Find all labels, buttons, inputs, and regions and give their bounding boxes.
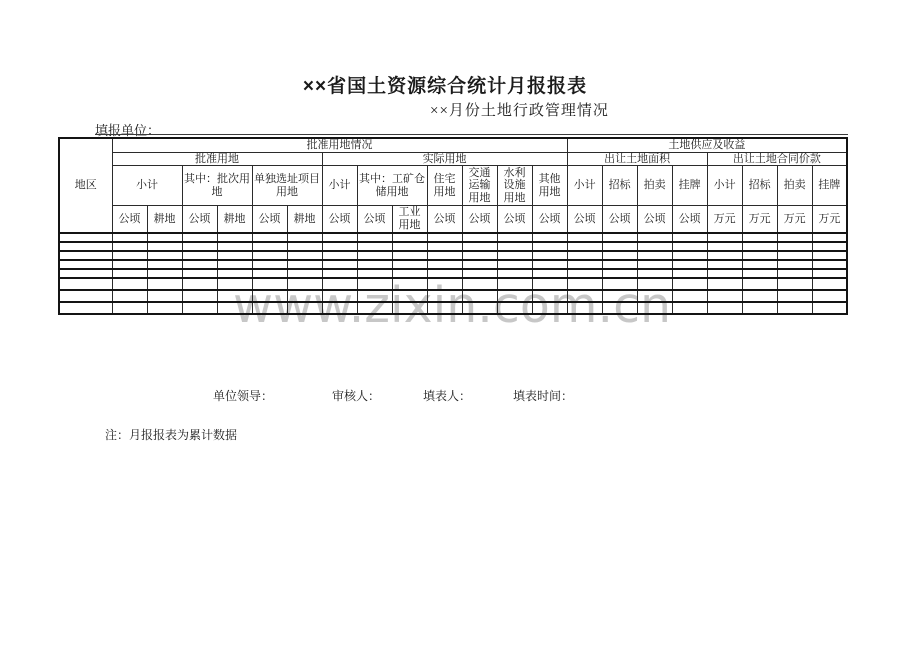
data-cell — [112, 260, 147, 269]
col-industrial-mining-storage-land: 其中：工矿仓储用地 — [357, 166, 427, 206]
fill-in-underline — [95, 134, 848, 135]
data-cell — [217, 233, 252, 242]
data-cell — [777, 269, 812, 278]
data-cell — [602, 278, 637, 290]
col-auction: 拍卖 — [777, 166, 812, 206]
data-cell — [637, 233, 672, 242]
data-cell — [707, 260, 742, 269]
unit-cell: 公顷 — [637, 206, 672, 233]
col-other-land: 其他用地 — [532, 166, 567, 206]
data-cell — [182, 233, 217, 242]
data-cell — [427, 251, 462, 260]
table-row — [59, 251, 847, 260]
unit-cell: 公顷 — [602, 206, 637, 233]
data-cell — [742, 290, 777, 302]
data-cell — [602, 269, 637, 278]
data-cell — [672, 290, 707, 302]
data-cell — [637, 269, 672, 278]
data-cell — [777, 251, 812, 260]
data-cell — [147, 233, 182, 242]
data-cell — [602, 290, 637, 302]
data-cell — [287, 302, 322, 314]
data-cell — [672, 233, 707, 242]
data-cell — [532, 302, 567, 314]
col-separate-site-project-land: 单独选址项目用地 — [252, 166, 322, 206]
reporting-unit-label: 填报单位： — [95, 123, 161, 138]
data-cell — [462, 242, 497, 251]
header-row-units — [59, 206, 847, 233]
data-cell — [532, 242, 567, 251]
unit-cell: 公顷 — [112, 206, 147, 233]
data-cell — [147, 278, 182, 290]
table-row — [59, 290, 847, 302]
data-cell — [497, 290, 532, 302]
data-cell — [742, 251, 777, 260]
subgroup-transfer-contract-price: 出让土地合同价款 — [707, 152, 847, 166]
subgroup-actual-land: 实际用地 — [322, 152, 567, 166]
col-subtotal: 小计 — [567, 166, 602, 206]
data-cell — [147, 242, 182, 251]
data-cell — [217, 251, 252, 260]
unit-cell: 万元 — [742, 206, 777, 233]
data-cell — [217, 269, 252, 278]
data-cell — [182, 242, 217, 251]
col-auction: 拍卖 — [637, 166, 672, 206]
data-cell — [637, 302, 672, 314]
data-cell — [567, 269, 602, 278]
data-cell — [357, 269, 392, 278]
data-cell — [532, 269, 567, 278]
data-cell — [532, 290, 567, 302]
data-cell — [182, 290, 217, 302]
data-cell — [602, 251, 637, 260]
data-cell — [322, 290, 357, 302]
data-cell — [147, 290, 182, 302]
data-cell — [707, 242, 742, 251]
data-cell — [287, 242, 322, 251]
data-cell — [742, 260, 777, 269]
report-table-body — [59, 233, 847, 314]
data-cell — [497, 251, 532, 260]
unit-cell: 公顷 — [427, 206, 462, 233]
data-cell — [322, 302, 357, 314]
data-cell — [217, 260, 252, 269]
unit-cell: 耕地 — [147, 206, 182, 233]
data-cell — [392, 242, 427, 251]
data-cell — [742, 302, 777, 314]
data-cell — [602, 260, 637, 269]
col-listing: 挂牌 — [672, 166, 707, 206]
data-cell — [112, 302, 147, 314]
data-cell — [357, 302, 392, 314]
data-cell — [812, 251, 847, 260]
report-table-header — [59, 138, 847, 233]
data-cell — [567, 233, 602, 242]
data-cell — [357, 278, 392, 290]
region-header: 地区 — [59, 138, 112, 233]
data-cell — [672, 302, 707, 314]
data-cell — [497, 278, 532, 290]
data-cell — [532, 260, 567, 269]
data-cell — [112, 269, 147, 278]
data-cell — [357, 233, 392, 242]
table-row — [59, 278, 847, 290]
data-cell — [637, 290, 672, 302]
unit-cell: 公顷 — [462, 206, 497, 233]
data-cell — [287, 251, 322, 260]
data-cell — [287, 278, 322, 290]
region-cell — [59, 251, 112, 260]
data-cell — [392, 302, 427, 314]
data-cell — [252, 290, 287, 302]
data-cell — [182, 302, 217, 314]
data-cell — [812, 242, 847, 251]
data-cell — [567, 278, 602, 290]
data-cell — [357, 290, 392, 302]
data-cell — [672, 269, 707, 278]
region-cell — [59, 302, 112, 314]
group-land-supply-revenue: 土地供应及收益 — [567, 138, 847, 152]
data-cell — [707, 290, 742, 302]
data-cell — [217, 278, 252, 290]
data-cell — [147, 260, 182, 269]
unit-cell: 公顷 — [182, 206, 217, 233]
data-cell — [392, 290, 427, 302]
data-cell — [567, 260, 602, 269]
data-cell — [462, 302, 497, 314]
data-cell — [567, 290, 602, 302]
unit-cell: 耕地 — [217, 206, 252, 233]
data-cell — [252, 278, 287, 290]
subgroup-approved-land: 批准用地 — [112, 152, 322, 166]
region-cell — [59, 233, 112, 242]
data-cell — [287, 269, 322, 278]
unit-cell: 公顷 — [322, 206, 357, 233]
data-cell — [252, 260, 287, 269]
unit-cell: 万元 — [777, 206, 812, 233]
data-cell — [252, 269, 287, 278]
data-cell — [182, 278, 217, 290]
region-cell — [59, 278, 112, 290]
data-cell — [112, 251, 147, 260]
data-cell — [217, 242, 252, 251]
data-cell — [112, 290, 147, 302]
data-cell — [217, 302, 252, 314]
table-row — [59, 242, 847, 251]
data-cell — [357, 251, 392, 260]
data-cell — [812, 290, 847, 302]
report-table — [58, 137, 848, 315]
data-cell — [812, 302, 847, 314]
col-subtotal: 小计 — [707, 166, 742, 206]
region-cell — [59, 260, 112, 269]
data-cell — [322, 278, 357, 290]
data-cell — [707, 269, 742, 278]
data-cell — [252, 251, 287, 260]
col-residential-land: 住宅用地 — [427, 166, 462, 206]
unit-cell: 工业用地 — [392, 206, 427, 233]
data-cell — [462, 260, 497, 269]
data-cell — [462, 233, 497, 242]
data-cell — [112, 233, 147, 242]
unit-cell: 万元 — [812, 206, 847, 233]
data-cell — [532, 233, 567, 242]
data-cell — [812, 260, 847, 269]
col-listing: 挂牌 — [812, 166, 847, 206]
data-cell — [602, 302, 637, 314]
data-cell — [357, 260, 392, 269]
unit-cell: 公顷 — [567, 206, 602, 233]
unit-cell: 耕地 — [287, 206, 322, 233]
data-cell — [742, 242, 777, 251]
data-cell — [672, 278, 707, 290]
header-row-subgroups — [59, 152, 847, 166]
data-cell — [567, 242, 602, 251]
watermark: www.zixin.com.cn — [233, 277, 672, 334]
data-cell — [637, 260, 672, 269]
data-cell — [707, 278, 742, 290]
region-cell — [59, 242, 112, 251]
data-cell — [637, 278, 672, 290]
unit-cell: 公顷 — [252, 206, 287, 233]
data-cell — [322, 269, 357, 278]
data-cell — [567, 302, 602, 314]
data-cell — [147, 269, 182, 278]
data-cell — [287, 260, 322, 269]
data-cell — [742, 233, 777, 242]
data-cell — [392, 251, 427, 260]
data-cell — [742, 278, 777, 290]
data-cell — [217, 290, 252, 302]
header-row-groups — [59, 138, 847, 152]
data-cell — [672, 260, 707, 269]
data-cell — [462, 251, 497, 260]
data-cell — [392, 269, 427, 278]
data-cell — [427, 233, 462, 242]
leader-label: 单位领导： — [213, 389, 274, 403]
data-cell — [112, 242, 147, 251]
data-cell — [252, 233, 287, 242]
col-tender: 招标 — [602, 166, 637, 206]
data-cell — [777, 278, 812, 290]
data-cell — [672, 242, 707, 251]
data-cell — [497, 242, 532, 251]
data-cell — [532, 251, 567, 260]
table-row — [59, 302, 847, 314]
subgroup-transferred-land-area: 出让土地面积 — [567, 152, 707, 166]
data-cell — [357, 242, 392, 251]
data-cell — [182, 260, 217, 269]
data-cell — [392, 260, 427, 269]
data-cell — [497, 302, 532, 314]
data-cell — [427, 269, 462, 278]
data-cell — [462, 278, 497, 290]
region-cell — [59, 269, 112, 278]
data-cell — [637, 242, 672, 251]
unit-cell: 公顷 — [357, 206, 392, 233]
unit-cell: 公顷 — [532, 206, 567, 233]
data-cell — [392, 278, 427, 290]
data-cell — [707, 233, 742, 242]
data-cell — [147, 251, 182, 260]
filler-label: 填表人： — [423, 389, 472, 403]
header-row-columns — [59, 166, 847, 206]
data-cell — [742, 269, 777, 278]
data-cell — [672, 251, 707, 260]
table-row — [59, 233, 847, 242]
data-cell — [392, 233, 427, 242]
data-cell — [707, 302, 742, 314]
data-cell — [497, 260, 532, 269]
data-cell — [252, 242, 287, 251]
data-cell — [812, 233, 847, 242]
data-cell — [777, 233, 812, 242]
reviewer-label: 审核人： — [332, 389, 381, 403]
data-cell — [112, 278, 147, 290]
table-row — [59, 269, 847, 278]
data-cell — [252, 302, 287, 314]
fill-time-label: 填表时间： — [513, 389, 574, 403]
group-approved-land-situation: 批准用地情况 — [112, 138, 567, 152]
data-cell — [777, 302, 812, 314]
data-cell — [637, 251, 672, 260]
data-cell — [462, 269, 497, 278]
data-cell — [322, 251, 357, 260]
unit-cell: 公顷 — [497, 206, 532, 233]
data-cell — [602, 233, 637, 242]
data-cell — [497, 269, 532, 278]
data-cell — [497, 233, 532, 242]
unit-cell: 公顷 — [672, 206, 707, 233]
col-tender: 招标 — [742, 166, 777, 206]
data-cell — [147, 302, 182, 314]
note-text: 注：月报报表为累计数据 — [105, 428, 238, 442]
data-cell — [427, 302, 462, 314]
report-title: ××省国土资源综合统计月报报表 — [302, 76, 588, 97]
data-cell — [322, 233, 357, 242]
data-cell — [322, 260, 357, 269]
data-cell — [532, 278, 567, 290]
col-transport-land: 交通运输用地 — [462, 166, 497, 206]
data-cell — [462, 290, 497, 302]
data-cell — [427, 260, 462, 269]
data-cell — [777, 260, 812, 269]
col-subtotal: 小计 — [112, 166, 182, 206]
report-subtitle: ××月份土地行政管理情况 — [430, 103, 609, 119]
data-cell — [182, 251, 217, 260]
col-water-facilities-land: 水利设施用地 — [497, 166, 532, 206]
data-cell — [322, 242, 357, 251]
data-cell — [812, 278, 847, 290]
table-row — [59, 260, 847, 269]
data-cell — [427, 242, 462, 251]
data-cell — [182, 269, 217, 278]
col-subtotal: 小计 — [322, 166, 357, 206]
data-cell — [287, 233, 322, 242]
region-cell — [59, 290, 112, 302]
data-cell — [777, 242, 812, 251]
data-cell — [812, 269, 847, 278]
col-batch-land: 其中：批次用地 — [182, 166, 252, 206]
data-cell — [427, 290, 462, 302]
data-cell — [602, 242, 637, 251]
unit-cell: 万元 — [707, 206, 742, 233]
data-cell — [427, 278, 462, 290]
data-cell — [287, 290, 322, 302]
data-cell — [777, 290, 812, 302]
data-cell — [707, 251, 742, 260]
data-cell — [567, 251, 602, 260]
